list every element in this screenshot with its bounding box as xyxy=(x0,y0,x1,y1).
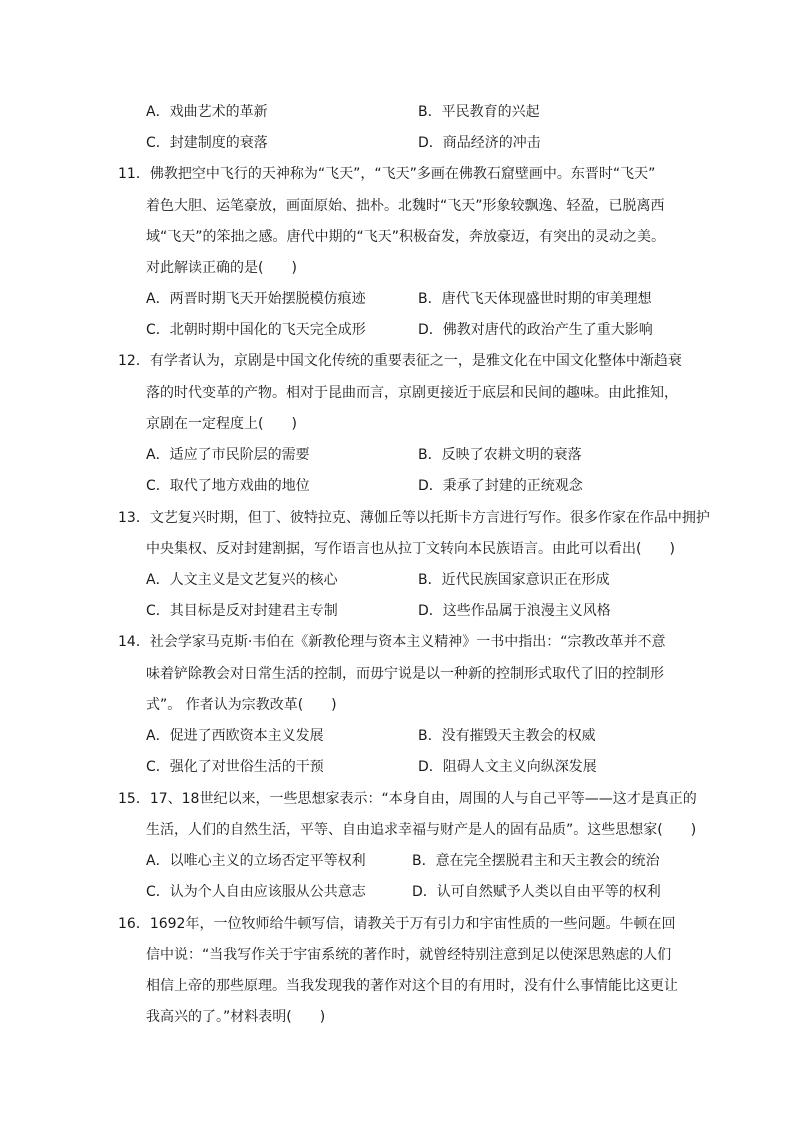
q11-stem-line-2: 着色大胆、运笔豪放，画面原始、拙朴。北魏时“飞天”形象较飘逸、轻盈，已脱离西 xyxy=(146,198,665,214)
q11-stem-line-4: 对此解读正确的是( ) xyxy=(146,260,297,276)
q12-option-a[interactable]: A．适应了市民阶层的需要 xyxy=(146,447,310,463)
q13-text: 文艺复兴时期，但丁、彼特拉克、薄伽丘等以托斯卡方言进行写作。很多作家在作品中拥护 xyxy=(149,510,710,526)
q16-text: 1692年，一位牧师给牛顿写信，请教关于万有引力和宇宙性质的一些问题。牛顿在回 xyxy=(149,916,676,932)
q15-option-d[interactable]: D．认可自然赋予人类以自由平等的权利 xyxy=(412,884,661,900)
q15-option-c[interactable]: C．认为个人自由应该服从公共意志 xyxy=(146,884,366,900)
q10-option-b[interactable]: B．平民教育的兴起 xyxy=(418,104,540,120)
q11-text: 佛教把空中飞行的天神称为“飞天”，“飞天”多画在佛教石窟壁画中。东晋时“飞天” xyxy=(149,166,656,182)
q14-text: 社会学家马克斯·韦伯在《新教伦理与资本主义精神》一书中指出：“宗教改革并不意 xyxy=(149,634,666,650)
q13-stem-line-2: 中央集权、反对封建割据，写作语言也从拉丁文转向本民族语言。由此可以看出( ) xyxy=(146,541,675,557)
q13-option-c[interactable]: C．其目标是反对封建君主专制 xyxy=(146,603,338,619)
q11-option-c[interactable]: C．北朝时期中国化的飞天完全成形 xyxy=(146,322,366,338)
q15-option-a[interactable]: A．以唯心主义的立场否定平等权利 xyxy=(146,853,366,869)
q16-stem-line-3: 相信上帝的那些原理。当我发现我的著作对这个目的有用时，没有什么事情能比这更让 xyxy=(146,978,678,994)
q13-option-d[interactable]: D．这些作品属于浪漫主义风格 xyxy=(418,603,611,619)
q15-stem-line-2: 生活，人们的自然生活，平等、自由追求幸福与财产是人的固有品质”。这些思想家( ) xyxy=(146,822,697,838)
q14-number: 14． xyxy=(118,634,150,650)
q11-option-a[interactable]: A．两晋时期飞天开始摆脱模仿痕迹 xyxy=(146,291,366,307)
q14-stem-line-2: 味着铲除教会对日常生活的控制，而毋宁说是以一种新的控制形式取代了旧的控制形 xyxy=(146,666,664,682)
q13-stem-line-1 xyxy=(118,508,710,528)
q12-option-b[interactable]: B．反映了农耕文明的衰落 xyxy=(418,447,582,463)
q12-option-d[interactable]: D．秉承了封建的正统观念 xyxy=(418,478,583,494)
q15-number: 15． xyxy=(118,791,150,807)
q11-option-d[interactable]: D．佛教对唐代的政治产生了重大影响 xyxy=(418,322,653,338)
q15-text: 17、18世纪以来，一些思想家表示：“本身自由，周围的人与自己平等——这才是真正的 xyxy=(149,791,697,807)
q10-option-c[interactable]: C．封建制度的衰落 xyxy=(146,135,268,151)
q12-stem-line-3: 京剧在一定程度上( ) xyxy=(146,416,297,432)
q16-stem-line-1 xyxy=(118,914,675,934)
q11-stem-line-3: 域“飞天”的笨拙之感。唐代中期的“飞天”积极奋发，奔放豪迈，有突出的灵动之美。 xyxy=(146,229,666,245)
q16-stem-line-4: 我高兴的了。”材料表明( ) xyxy=(146,1009,326,1025)
q16-number: 16． xyxy=(118,916,150,932)
q11-stem-line-1 xyxy=(118,164,655,184)
q14-option-d[interactable]: D．阻碍人文主义向纵深发展 xyxy=(418,759,597,775)
q10-option-d[interactable]: D．商品经济的冲击 xyxy=(418,135,541,151)
q12-stem-line-1 xyxy=(118,351,682,371)
q14-stem-line-3: 式”。 作者认为宗教改革( ) xyxy=(146,697,337,713)
q15-option-b[interactable]: B．意在完全摆脱君主和天主教会的统治 xyxy=(412,853,660,869)
q13-option-b[interactable]: B．近代民族国家意识正在形成 xyxy=(418,572,610,588)
q12-option-c[interactable]: C．取代了地方戏曲的地位 xyxy=(146,478,310,494)
q15-stem-line-1 xyxy=(118,789,697,809)
q12-stem-line-2: 落的时代变革的产物。相对于昆曲而言，京剧更接近于底层和民间的趣味。由此推知， xyxy=(146,385,678,401)
q16-stem-line-2: 信中说：“当我写作关于宇宙系统的著作时，就曾经特别注意到足以使深思熟虑的人们 xyxy=(146,947,672,963)
q13-option-a[interactable]: A．人文主义是文艺复兴的核心 xyxy=(146,572,338,588)
q11-number: 11． xyxy=(118,166,150,182)
q14-option-b[interactable]: B．没有摧毁天主教会的权威 xyxy=(418,728,596,744)
q14-stem-line-1 xyxy=(118,632,666,652)
q14-option-c[interactable]: C．强化了对世俗生活的干预 xyxy=(146,759,324,775)
q12-number: 12． xyxy=(118,353,150,369)
q13-number: 13． xyxy=(118,510,150,526)
q11-option-b[interactable]: B．唐代飞天体现盛世时期的审美理想 xyxy=(418,291,652,307)
q12-text: 有学者认为，京剧是中国文化传统的重要表征之一，是雅文化在中国文化整体中渐趋衰 xyxy=(149,353,682,369)
q14-option-a[interactable]: A．促进了西欧资本主义发展 xyxy=(146,728,324,744)
q10-option-a[interactable]: A．戏曲艺术的革新 xyxy=(146,104,268,120)
